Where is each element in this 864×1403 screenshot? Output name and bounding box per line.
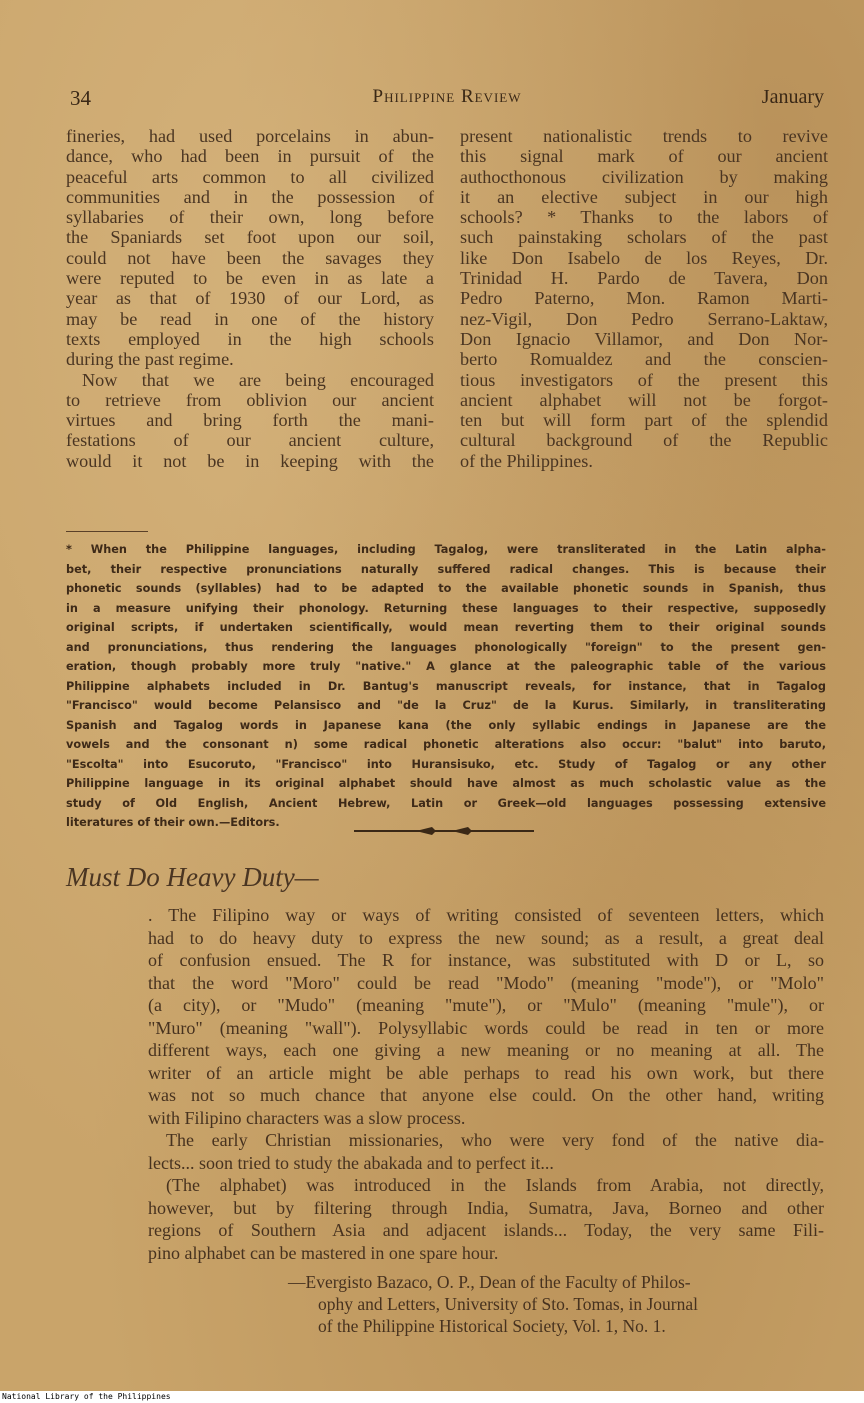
footnote-rule bbox=[66, 531, 148, 532]
footnote-line: "Francisco" would become Pelansisco and "de la Cruz" de la Kurus. Similarly, in transliterating bbox=[66, 699, 826, 712]
text-line: during the past regime. bbox=[66, 349, 234, 370]
publication-title: Philippine Review bbox=[372, 86, 522, 107]
text-line: schools? * Thanks to the labors of bbox=[460, 207, 828, 228]
text-line: festations of our ancient culture, bbox=[66, 430, 434, 451]
footnote-line: Philippine alphabets included in Dr. Bantug's manuscript reveals, for instance, that in Tagalog bbox=[66, 679, 826, 693]
text-line: "Muro" (meaning "wall"). Polysyllabic words could be read in ten or more bbox=[148, 1017, 824, 1038]
text-line: (a city), or "Mudo" (meaning "mute"), or "Mulo" (meaning "mule"), or bbox=[148, 995, 824, 1015]
footnote-line: in a measure unifying their phonology. Returning these languages to their respective, supposedly bbox=[66, 601, 826, 615]
text-line: Don Ignacio Villamor, and Don Nor- bbox=[460, 328, 828, 349]
text-line: Now that we are being encouraged bbox=[82, 369, 434, 390]
text-line: however, but by filtering through India, Sumatra, Java, Borneo and other bbox=[148, 1197, 824, 1218]
library-credit: National Library of the Philippines bbox=[0, 1391, 864, 1403]
text-line: (The alphabet) was introduced in the Islands from Arabia, not directly, bbox=[166, 1175, 824, 1195]
footnote-line: literatures of their own.—Editors. bbox=[66, 816, 280, 829]
text-line: ten but will form part of the splendid bbox=[460, 410, 828, 431]
text-line: year as that of 1930 of our Lord, as bbox=[66, 288, 434, 309]
text-line: of the Philippines. bbox=[460, 450, 593, 471]
text-line: it an elective subject in our high bbox=[460, 186, 828, 207]
editors-footnote bbox=[66, 540, 826, 833]
attribution-line: —Evergisto Bazaco, O. P., Dean of the Faculty of Philos- bbox=[288, 1272, 691, 1292]
footnote-line: study of Old English, Ancient Hebrew, Latin or Greek—old languages possessing extensive bbox=[66, 796, 826, 810]
text-line: were reputed to be even in as late a bbox=[66, 268, 434, 289]
footnote-line: and pronunciations, thus rendering the languages phonologically "foreign" to the present gen- bbox=[66, 640, 826, 654]
text-line: Pedro Paterno, Mon. Ramon Marti- bbox=[460, 288, 828, 309]
footnote-line: phonetic sounds (syllables) had to be adapted to the available phonetic sounds in Spanish, thus bbox=[66, 582, 826, 595]
text-line: nez-Vigil, Don Pedro Serrano-Laktaw, bbox=[460, 308, 828, 329]
footnote-line: * When the Philippine languages, including Tagalog, were transliterated in the Latin alpha- bbox=[66, 543, 826, 556]
attribution-line: of the Philippine Historical Society, Vol. 1, No. 1. bbox=[318, 1316, 666, 1336]
text-line: texts employed in the high schools bbox=[66, 328, 434, 349]
footnote-line: vowels and the consonant n) some radical phonetic alterations also occur: "balut" into baruto, bbox=[66, 738, 826, 751]
text-line: dance, who had been in pursuit of the bbox=[66, 146, 434, 167]
text-line: syllabaries of their own, long before bbox=[66, 207, 434, 228]
text-line: virtues and bring forth the mani- bbox=[66, 410, 434, 431]
text-line: had to do heavy duty to express the new sound; as a result, a great deal bbox=[148, 927, 824, 948]
text-line: writer of an article might be able perhaps to read his own work, but there bbox=[148, 1062, 824, 1083]
text-line: regions of Southern Asia and adjacent islands... Today, the very same Fili- bbox=[148, 1220, 824, 1240]
footnote-line: Philippine language in its original alphabet should have almost as much scholastic value as the bbox=[66, 777, 826, 790]
right-column bbox=[460, 126, 828, 471]
text-line: tious investigators of the present this bbox=[460, 369, 828, 390]
two-column-text bbox=[66, 126, 826, 522]
text-line: pino alphabet can be mastered in one spare hour. bbox=[148, 1242, 499, 1263]
page-number: 34 bbox=[70, 86, 91, 110]
text-line: . The Filipino way or ways of writing consisted of seventeen letters, which bbox=[148, 905, 824, 925]
text-line: berto Romualdez and the conscien- bbox=[460, 349, 828, 370]
text-line: may be read in one of the history bbox=[66, 308, 434, 329]
section-divider-ornament bbox=[354, 824, 534, 838]
attribution bbox=[288, 1271, 828, 1337]
text-line: Trinidad H. Pardo de Tavera, Don bbox=[460, 268, 828, 289]
text-line: fineries, had used porcelains in abun- bbox=[66, 126, 434, 146]
text-line: peaceful arts common to all civilized bbox=[66, 166, 434, 187]
footnote-line: Spanish and Tagalog words in Japanese kana (the only syllabic endings in Japanese are the bbox=[66, 718, 826, 732]
text-line: communities and in the possession of bbox=[66, 186, 434, 207]
text-line: would it not be in keeping with the bbox=[66, 450, 434, 471]
footnote-line: bet, their respective pronunciations naturally suffered radical changes. This is because their bbox=[66, 562, 826, 576]
text-line: present nationalistic trends to revive bbox=[460, 126, 828, 146]
text-line: was not so much chance that anyone else could. On the other hand, writing bbox=[148, 1085, 824, 1105]
footnote-line: "Escolta" into Esucoruto, "Francisco" into Huransisuko, etc. Study of Tagalog or any other bbox=[66, 757, 826, 771]
text-line: lects... soon tried to study the abakada and to perfect it... bbox=[148, 1152, 554, 1173]
text-line: that the word "Moro" could be read "Modo" (meaning "mode"), or "Molo" bbox=[148, 972, 824, 993]
issue-month: January bbox=[761, 86, 824, 108]
text-line: authocthonous civilization by making bbox=[460, 166, 828, 187]
text-line: different ways, each one giving a new meaning or no meaning at all. The bbox=[148, 1040, 824, 1060]
text-line: ancient alphabet will not be forgot- bbox=[460, 389, 828, 410]
text-line: of confusion ensued. The R for instance, was substituted with D or L, so bbox=[148, 950, 824, 970]
attribution-line: ophy and Letters, University of Sto. Tomas, in Journal bbox=[318, 1294, 699, 1314]
text-line: could not have been the savages they bbox=[66, 247, 434, 268]
text-line: with Filipino characters was a slow process. bbox=[148, 1107, 466, 1128]
text-line: to retrieve from oblivion our ancient bbox=[66, 389, 434, 410]
footnote-line: original scripts, if undertaken scientifically, would mean reverting them to their original sounds bbox=[66, 621, 826, 634]
text-line: the Spaniards set foot upon our soil, bbox=[66, 227, 434, 248]
text-line: this signal mark of our ancient bbox=[460, 146, 828, 167]
footnote-line: eration, though probably more truly "native." A glance at the paleographic table of the various bbox=[66, 660, 826, 673]
text-line: like Don Isabelo de los Reyes, Dr. bbox=[460, 247, 828, 268]
left-column bbox=[66, 126, 434, 471]
text-line: such painstaking scholars of the past bbox=[460, 227, 828, 248]
page-header bbox=[70, 86, 824, 114]
section-body bbox=[148, 904, 824, 1264]
text-line: The early Christian missionaries, who were very fond of the native dia- bbox=[166, 1130, 824, 1150]
text-line: cultural background of the Republic bbox=[460, 430, 828, 451]
section-title: Must Do Heavy Duty— bbox=[66, 862, 319, 892]
